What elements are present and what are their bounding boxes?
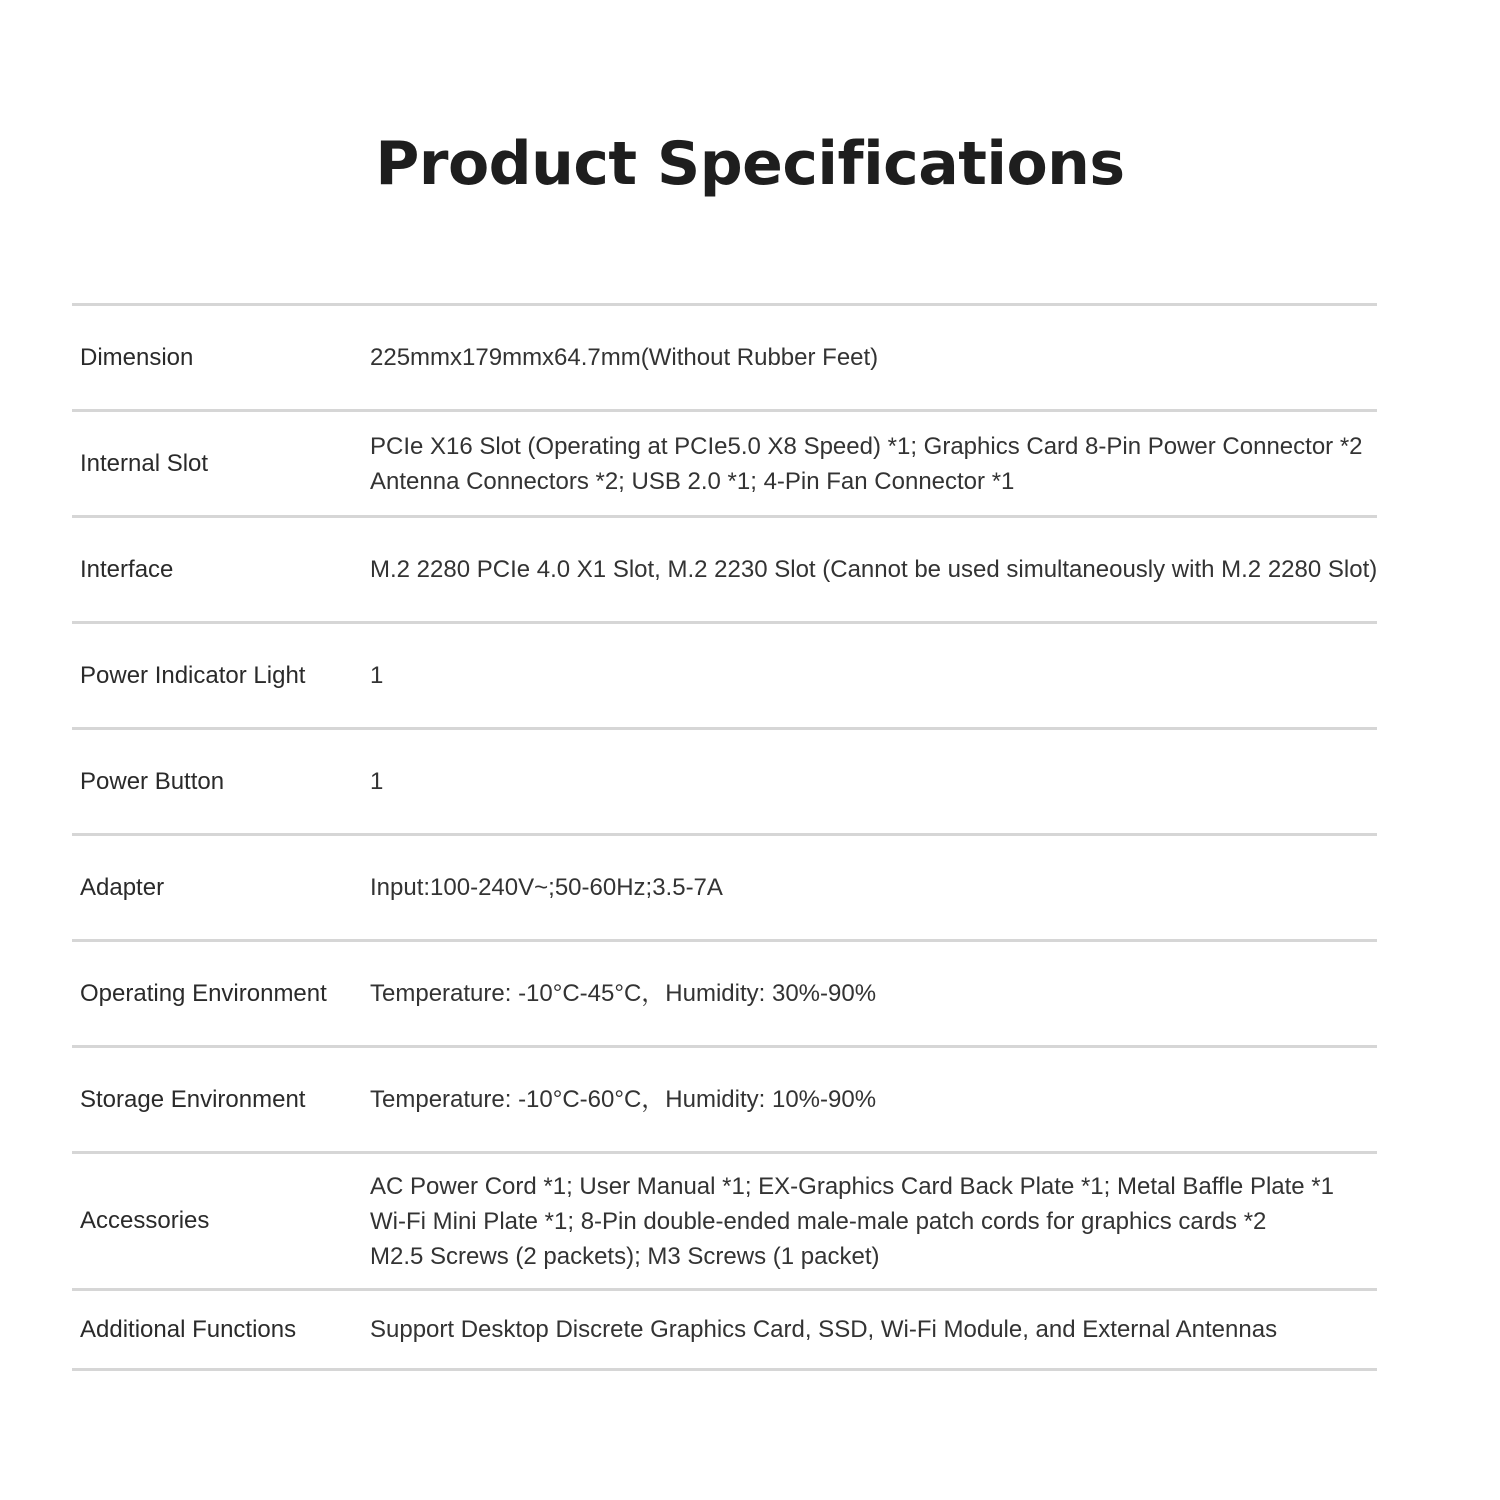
spec-label: Dimension	[80, 343, 194, 371]
spec-value	[370, 624, 383, 727]
spec-value-line: 1	[370, 768, 384, 795]
spec-value	[370, 1291, 1277, 1368]
spec-value	[370, 518, 1377, 621]
spec-label: Accessories	[80, 1207, 210, 1234]
spec-row-storage-environment	[72, 1048, 1377, 1154]
spec-value	[370, 1048, 876, 1151]
spec-value	[370, 942, 876, 1045]
spec-value-line: Input:100-240V~;50-60Hz;3.5-7A	[370, 874, 723, 901]
spec-row-power-button	[72, 730, 1377, 836]
spec-value-line: M2.5 Screws (2 packets); M3 Screws (1 packet)	[370, 1242, 880, 1270]
page-title: Product Specifications	[375, 129, 1125, 199]
spec-value-line: Temperature: -10°C-45°C，Humidity: 30%-90%	[370, 980, 877, 1007]
spec-value-line: 1	[370, 662, 384, 689]
spec-row-interface	[72, 518, 1377, 624]
spec-value-line: Wi-Fi Mini Plate *1; 8-Pin double-ended male-male patch cords for graphics cards *2	[370, 1207, 1267, 1235]
spec-table	[72, 303, 1377, 1371]
spec-row-internal-slot	[72, 412, 1377, 518]
spec-row-adapter	[72, 836, 1377, 942]
spec-label: Internal Slot	[80, 449, 209, 477]
spec-label: Operating Environment	[80, 979, 327, 1007]
spec-row-accessories	[72, 1154, 1377, 1291]
spec-label: Adapter	[80, 873, 165, 901]
spec-row-operating-environment	[72, 942, 1377, 1048]
spec-value	[370, 412, 1363, 515]
spec-label: Interface	[80, 555, 174, 583]
spec-value	[370, 836, 723, 939]
spec-value	[370, 1154, 1334, 1288]
spec-value-line: M.2 2280 PCIe 4.0 X1 Slot, M.2 2230 Slot (Cannot be used simultaneously with M.2 2280 Slot)	[370, 556, 1378, 583]
spec-row-dimension	[72, 306, 1377, 412]
spec-value-line: Support Desktop Discrete Graphics Card, SSD, Wi-Fi Module, and External Antennas	[370, 1316, 1278, 1343]
spec-value-line: AC Power Cord *1; User Manual *1; EX-Graphics Card Back Plate *1; Metal Baffle Plate *1	[370, 1172, 1334, 1200]
spec-value-line: PCIe X16 Slot (Operating at PCIe5.0 X8 Speed) *1; Graphics Card 8-Pin Power Connector *2	[370, 432, 1363, 460]
spec-value	[370, 306, 878, 409]
spec-label: Storage Environment	[80, 1085, 306, 1113]
spec-label: Power Indicator Light	[80, 661, 306, 689]
spec-value-line: 225mmx179mmx64.7mm(Without Rubber Feet)	[370, 344, 879, 371]
spec-row-additional-functions	[72, 1291, 1377, 1371]
spec-value-line: Antenna Connectors *2; USB 2.0 *1; 4-Pin Fan Connector *1	[370, 467, 1015, 495]
spec-label: Power Button	[80, 767, 225, 795]
spec-value	[370, 730, 383, 833]
spec-value-line: Temperature: -10°C-60°C，Humidity: 10%-90%	[370, 1086, 877, 1113]
spec-row-power-indicator-light	[72, 624, 1377, 730]
spec-label: Additional Functions	[80, 1315, 297, 1343]
